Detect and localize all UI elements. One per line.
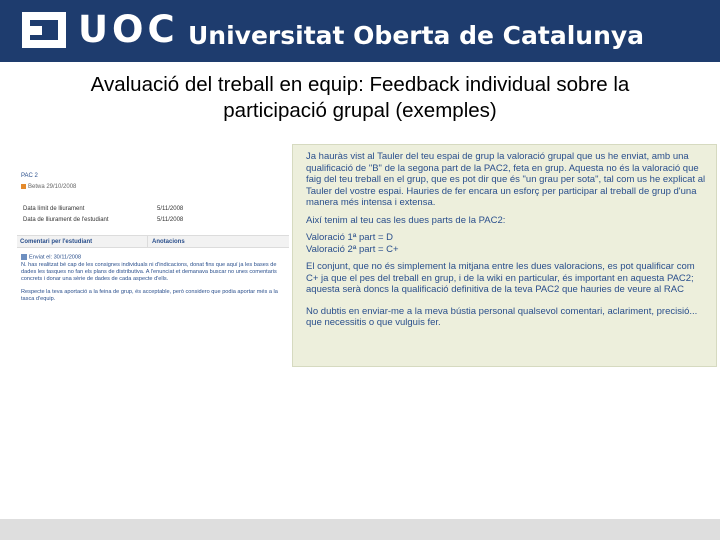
- row-value: 5/11/2008: [157, 206, 184, 212]
- assignment-heading: PAC 2: [21, 173, 38, 179]
- meta-text: Betwa 29/10/2008: [28, 184, 77, 191]
- feedback-paragraph: Ja hauràs vist al Tauler del teu espai de grup la valoració grupal que us he enviat, amb una qualificació de "B" de la segona part de la PAC2, feta en grup. Aquesta no és la valoració que faig del teu treball en el grup, que es pot dir que és "un grau per sota", tal com us he explicat al Tauler del vostre espai. Hauries de fer encara un esforç per participar al treball de grup d'una manera més intensa i extensa.: [306, 151, 706, 208]
- column-header-comment: Comentari per l'estudiant: [20, 239, 93, 245]
- column-header-annotations: Anotacions: [152, 239, 185, 245]
- slide-title-line2: participació grupal (exemples): [223, 99, 497, 122]
- grade-line: Valoració 2ª part = C+: [306, 243, 399, 255]
- logo-text: UOC: [78, 8, 179, 51]
- header-banner: [0, 0, 720, 62]
- document-icon: [21, 184, 26, 189]
- post-text: Respecte la teva aportació a la feina de grup, és acceptable, però considero que podia aportar més a la tasca d'equip.: [21, 289, 278, 303]
- university-name: Universitat Oberta de Catalunya: [188, 21, 645, 50]
- feedback-box: [292, 144, 717, 367]
- feedback-paragraph: El conjunt, que no és simplement la mitjana entre les dues valoracions, es pot qualificar com C+ ja que el pes del treball en grup, i de la wiki en particular, és important en aquesta PAC2; aquesta serà doncs la qualificació definitiva de la teva PAC2 que hauries de veure al RAC: [306, 261, 695, 295]
- row-value: 5/11/2008: [157, 217, 184, 223]
- post-meta: [21, 254, 285, 261]
- grade-line: Valoració 1ª part = D: [306, 232, 394, 243]
- post-date: Enviat el: 30/11/2008: [29, 254, 82, 261]
- forum-screenshot: [17, 171, 289, 336]
- footer-bar: [0, 519, 720, 540]
- slide-title-line1: Avaluació del treball en equip: Feedback individual sobre la: [90, 73, 630, 96]
- message-icon: [21, 254, 27, 260]
- submission-row: [23, 217, 184, 223]
- uoc-logo-icon: [22, 12, 66, 48]
- row-label: Data límit de lliurament: [23, 206, 85, 212]
- comments-table-header: [17, 235, 289, 248]
- row-label: Data de lliurament de l'estudiant: [23, 217, 109, 223]
- post-text: N. has realitzat bé cap de les consignes individuals ni d'indicacions, donat fins que aquí ja les bases de dades les tasques no fan els plans de distributiva. A l'enunciat et demanava buscar no unes comentaris concrets i donar una sèrie de dades de cada aspecte d'ells.: [21, 262, 277, 283]
- feedback-paragraph: Així tenim al teu cas les dues parts de la PAC2:: [306, 214, 506, 226]
- slide-title: [10, 72, 710, 124]
- assignment-meta: [21, 184, 76, 190]
- deadline-row: [23, 206, 184, 212]
- feedback-paragraph: No dubtis en enviar-me a la meva bústia personal qualsevol comentari, aclariment, precisió... que necessitis o que vulguis fer.: [306, 305, 698, 328]
- comment-post: [21, 254, 285, 303]
